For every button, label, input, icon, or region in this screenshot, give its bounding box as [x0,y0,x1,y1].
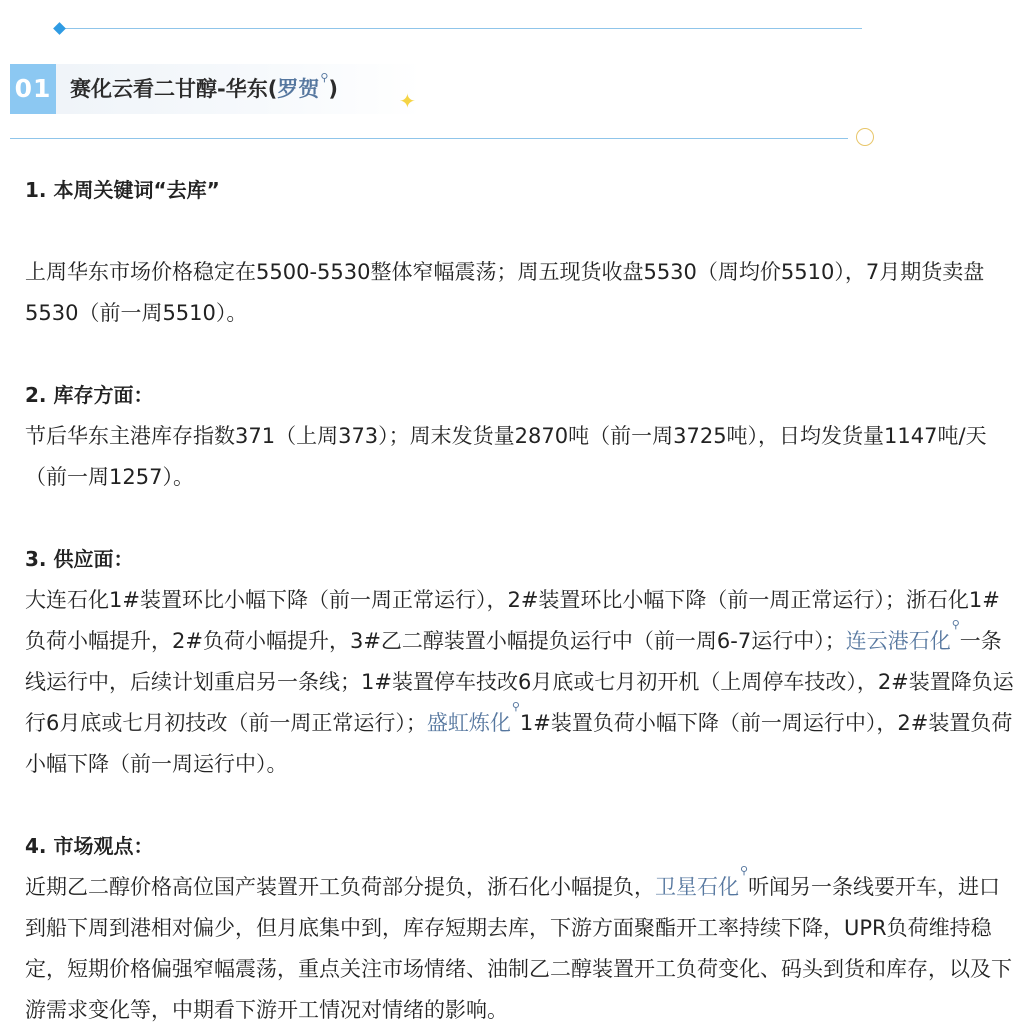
supply-text-3: 1#装置负荷小幅下降（前一周运行中），2#装置负荷小幅下降（前一周运行中）。 [25,711,1013,776]
market-text-2: 听闻另一条线要开车，进口到船下周到港相对偏少，但月底集中到，库存短期去库，下游方面聚酯开工率持续下降，UPR负荷维持稳定，短期价格偏强窄幅震荡，重点关注市场情绪、油制乙二醇装置开工负荷变化、码头到货和库存，以及下游需求变化等，中期看下游开工情况对情绪的影响。 [25,875,1012,1022]
diamond-ornament [53,22,66,35]
article-body [25,170,1020,1031]
link-shenghong[interactable] [426,700,520,735]
spacer [25,785,1020,826]
spacer [25,498,1020,539]
sparkle-icon: ✦ [399,89,416,113]
spacer [25,211,1020,252]
section-title [70,71,338,104]
title-suffix: ) [328,77,338,101]
circle-ornament [856,128,874,146]
paragraph-price: 上周华东市场价格稳定在5500-5530整体窄幅震荡；周五现货收盘5530（周均价5510），7月期货卖盘5530（前一周5510）。 [25,260,985,325]
link-weixing[interactable] [655,864,749,899]
search-icon[interactable]: ⚲ [951,618,960,631]
link-lianyungang[interactable] [845,618,960,653]
title-prefix: 赛化云看二甘醇-华东( [70,77,278,101]
top-divider-line [60,28,862,29]
search-icon[interactable]: ⚲ [740,864,749,877]
link-shenghong-text[interactable]: 盛虹炼化 [426,711,511,735]
title-link-text[interactable]: 罗贺 [277,77,320,101]
supply-text-2: 一条线运行中，后续计划重启另一条线；1#装置停车技改6月底或七月初开机（上周停车技改），2#装置降负运行6月底或七月初技改（前一周正常运行）； [25,629,1014,735]
section-heading-market: 4. 市场观点： [25,834,154,858]
link-lianyungang-text[interactable]: 连云港石化 [845,629,951,653]
search-icon[interactable]: ⚲ [320,71,329,84]
section-heading-supply: 3. 供应面： [25,547,134,571]
section-heading-inventory: 2. 库存方面： [25,383,154,407]
spacer [25,334,1020,375]
paragraph-supply [25,580,1020,785]
paragraph-market [25,864,1020,1031]
paragraph-inventory: 节后华东主港库存指数371（上周373）；周末发货量2870吨（前一周3725吨），日均发货量1147吨/天（前一周1257）。 [25,424,987,489]
bottom-divider-line [10,138,848,139]
section-heading-keyword: 1. 本周关键词“去库” [25,178,220,202]
supply-text-1: 大连石化1#装置环比小幅下降（前一周正常运行），2#装置环比小幅下降（前一周正常运行）；浙石化1#负荷小幅提升，2#负荷小幅提升，3#乙二醇装置小幅提负运行中（前一周6-7运行中）； [25,588,1000,653]
link-weixing-text[interactable]: 卫星石化 [655,875,739,899]
title-link-luohe[interactable] [277,71,329,101]
market-text-1: 近期乙二醇价格高位国产装置开工负荷部分提负，浙石化小幅提负， [25,875,655,899]
search-icon[interactable]: ⚲ [511,700,520,713]
section-number-badge: 01 [10,64,56,114]
